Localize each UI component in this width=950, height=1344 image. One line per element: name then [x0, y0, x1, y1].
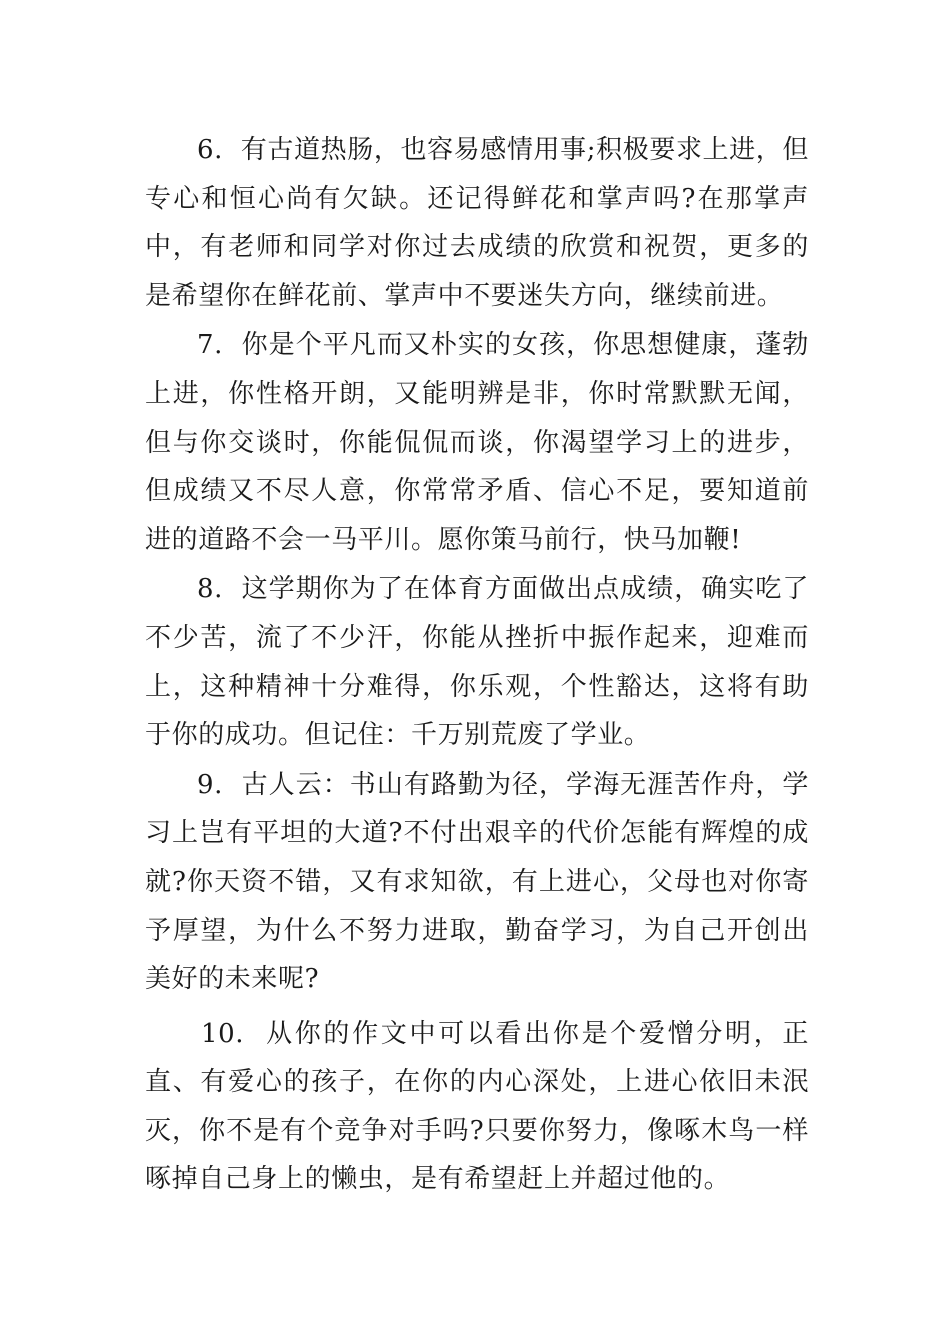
paragraph-number: 10. [201, 1018, 245, 1049]
paragraph-text: 有古道热肠，也容易感情用事;积极要求上进，但专心和恒心尚有欠缺。还记得鲜花和掌声吗?在那掌声中，有老师和同学对你过去成绩的欣赏和祝贺，更多的是希望你在鲜花前、掌声中不要迷失方向，继续前进。 [145, 135, 809, 311]
paragraph-8 [145, 565, 809, 759]
paragraph-10 [145, 1010, 809, 1204]
paragraph-text: 你是个平凡而又朴实的女孩，你思想健康，蓬勃上进，你性格开朗，又能明辨是非，你时常默默无闻，但与你交谈时，你能侃侃而谈，你渴望学习上的进步，但成绩又不尽人意，你常常矛盾、信心不足，要知道前进的道路不会一马平川。愿你策马前行，快马加鞭! [145, 330, 809, 555]
paragraph-text: 从你的作文中可以看出你是个爱憎分明，正直、有爱心的孩子，在你的内心深处，上进心依旧未泯灭，你不是有个竞争对手吗?只要你努力，像啄木鸟一样啄掉自己身上的懒虫，是有希望赶上并超过他的。 [145, 1018, 809, 1195]
paragraph-text: 古人云：书山有路勤为径，学海无涯苦作舟，学习上岂有平坦的大道?不付出艰辛的代价怎能有辉煌的成就?你天资不错，又有求知欲，有上进心，父母也对你寄予厚望，为什么不努力进取，勤奋学习，为自己开创出美好的未来呢? [145, 769, 809, 995]
paragraph-7 [145, 321, 809, 564]
paragraph-9 [145, 761, 809, 1004]
paragraph-6 [145, 126, 809, 320]
paragraph-text: 这学期你为了在体育方面做出点成绩，确实吃了不少苦，流了不少汗，你能从挫折中振作起来，迎难而上，这种精神十分难得，你乐观，个性豁达，这将有助于你的成功。但记住：千万别荒废了学业。 [145, 574, 809, 751]
paragraph-number: 7. [197, 330, 224, 361]
paragraph-number: 9. [197, 769, 224, 800]
paragraph-number: 8. [197, 574, 224, 605]
document-body [145, 126, 809, 1204]
paragraph-number: 6. [197, 135, 224, 165]
